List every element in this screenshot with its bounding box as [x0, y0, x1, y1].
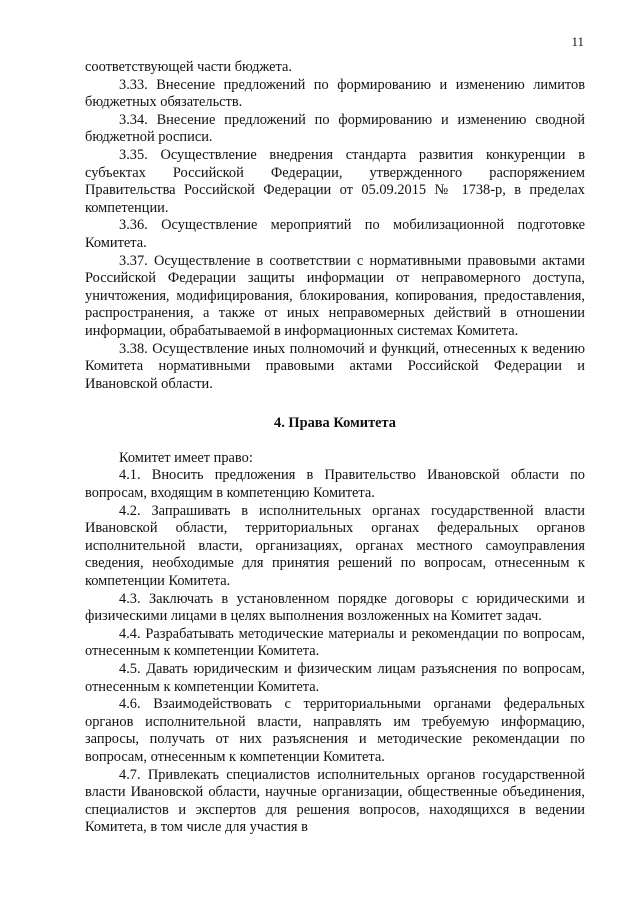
paragraph-4-1: 4.1. Вносить предложения в Правительство Ивановской области по вопросам, входящим в компетенцию Комитета. [85, 467, 585, 502]
page-number: 11 [571, 34, 584, 49]
paragraph-continuation: соответствующей части бюджета. [85, 59, 292, 75]
section-heading: 4. Права Комитета [274, 415, 396, 432]
paragraph-3-35: 3.35. Осуществление внедрения стандарта развития конкуренции в субъектах Российской Федерации, утвержденного распоряжением Правительства Российской Федерации от 05.09.2015 № 1738-р, в пределах компетенции. [85, 146, 585, 216]
paragraph-3-36: 3.36. Осуществление мероприятий по мобилизационной подготовке Комитета. [85, 217, 585, 251]
paragraph-4-2: 4.2. Запрашивать в исполнительных органах государственной власти Ивановской области, территориальных органах федеральных органов исполнительной власти, организациях, органах местного самоуправления сведения, необходимые для принятия решений по вопросам, отнесенным к компетенции Комитета. [85, 502, 585, 590]
paragraph-4-5: 4.5. Давать юридическим и физическим лицам разъяснения по вопросам, отнесенным к компетенции Комитета. [85, 661, 585, 695]
paragraph-3-34: 3.34. Внесение предложений по формированию и изменению сводной бюджетной росписи. [85, 111, 585, 146]
paragraph-3-38: 3.38. Осуществление иных полномочий и функций, отнесенных к ведению Комитета нормативными правовыми актами Российской Федерации и Ивановской области. [85, 340, 585, 392]
document-body [85, 59, 585, 837]
paragraph-3-37: 3.37. Осуществление в соответствии с нормативными правовыми актами Российской Федерации защиты информации от неправомерного доступа, уничтожения, модифицирования, блокирования, копирования, предоставления, распространения, а также от иных неправомерных действий в отношении информации, обрабатываемой в информационных системах Комитета. [85, 252, 585, 339]
paragraph-3-33: 3.33. Внесение предложений по формированию и изменению лимитов бюджетных обязательств. [85, 76, 585, 111]
paragraph-4-6: 4.6. Взаимодействовать с территориальными органами федеральных органов исполнительной власти, направлять им требуемую информацию, запросы, получать от них разъяснения и методические рекомендации по вопросам, отнесенным к компетенции Комитета. [85, 696, 585, 765]
paragraph-4-3: 4.3. Заключать в установленном порядке договоры с юридическими и физическими лицами в целях выполнения возложенных на Комитет задач. [85, 590, 585, 625]
paragraph-4-7: 4.7. Привлекать специалистов исполнительных органов государственной власти Ивановской области, научные организации, общественные объединения, специалистов и экспертов для решения вопросов, находящихся в ведении Комитета, в том числе для участия в [85, 766, 585, 836]
paragraph-intro: Комитет имеет право: [119, 449, 253, 466]
paragraph-4-4: 4.4. Разрабатывать методические материалы и рекомендации по вопросам, отнесенным к компетенции Комитета. [85, 625, 585, 660]
